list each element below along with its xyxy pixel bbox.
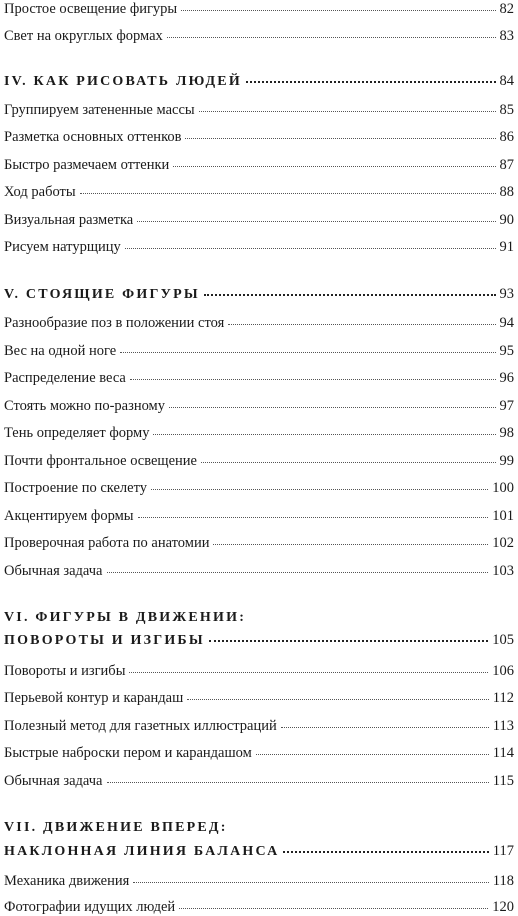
chapter-title: ПОВОРОТЫ И ИЗГИБЫ	[4, 633, 205, 648]
dot-leader	[120, 352, 495, 353]
toc-entry-label: Быстрые наброски пером и карандашом	[4, 745, 252, 761]
toc-entry-page: 101	[492, 508, 514, 524]
toc-entry	[4, 507, 514, 525]
chapter-title-line: VII. ДВИЖЕНИЕ ВПЕРЕД:	[4, 820, 228, 835]
toc-entry-label: Ход работы	[4, 184, 76, 200]
dot-leader	[281, 727, 489, 728]
toc-entry-page: 102	[492, 535, 514, 551]
dot-leader	[107, 782, 489, 783]
chapter-title: IV. КАК РИСОВАТЬ ЛЮДЕЙ	[4, 74, 242, 89]
toc-entry-page: 82	[499, 1, 514, 17]
dot-leader	[169, 407, 496, 408]
toc-entry-page: 94	[499, 315, 514, 331]
chapter-title: НАКЛОННАЯ ЛИНИЯ БАЛАНСА	[4, 844, 280, 859]
dot-leader	[151, 489, 488, 490]
toc-entry-label: Вес на одной ноге	[4, 343, 117, 359]
toc-entry-label: Перьевой контур и карандаш	[4, 690, 184, 706]
dot-leader	[181, 10, 495, 11]
chapter-page: 93	[499, 286, 514, 302]
dot-leader	[201, 462, 496, 463]
toc-entry	[4, 689, 514, 707]
toc-entry	[4, 562, 514, 580]
toc-entry-page: 120	[492, 899, 514, 915]
toc-entry-page: 103	[492, 563, 514, 579]
toc-entry-label: Обычная задача	[4, 773, 103, 789]
toc-entry-label: Группируем затененные массы	[4, 102, 195, 118]
toc-entry-page: 106	[492, 663, 514, 679]
chapter-heading	[4, 842, 514, 861]
toc-entry	[4, 452, 514, 470]
dot-leader	[153, 434, 495, 435]
toc-entry	[4, 0, 514, 18]
toc-entry-label: Построение по скелету	[4, 480, 147, 496]
toc-entry-label: Простое освещение фигуры	[4, 1, 178, 17]
dot-leader	[133, 882, 488, 883]
toc-entry	[4, 534, 514, 552]
dot-leader	[173, 166, 495, 167]
toc-entry-label: Распределение веса	[4, 370, 126, 386]
toc-entry-page: 91	[499, 239, 514, 255]
toc-entry-label: Разметка основных оттенков	[4, 129, 182, 145]
toc-entry	[4, 479, 514, 497]
toc-entry-page: 113	[492, 718, 514, 734]
toc-entry	[4, 772, 514, 790]
chapter-page: 105	[492, 632, 514, 648]
toc-entry-label: Механика движения	[4, 873, 130, 889]
toc-entry-label: Почти фронтальное освещение	[4, 453, 197, 469]
toc-entry-page: 96	[499, 370, 514, 386]
toc-entry-page: 115	[492, 773, 514, 789]
toc-entry-page: 85	[499, 102, 514, 118]
toc-entry-page: 100	[492, 480, 514, 496]
toc-entry-page: 98	[499, 425, 514, 441]
toc-entry	[4, 342, 514, 360]
toc-entry	[4, 397, 514, 415]
dot-leader	[137, 221, 495, 222]
toc-entry	[4, 238, 514, 256]
toc-entry-page: 83	[499, 28, 514, 44]
toc-entry-page: 112	[492, 690, 514, 706]
dot-leader	[213, 544, 488, 545]
dot-leader	[138, 517, 489, 518]
toc-entry-page: 95	[499, 343, 514, 359]
toc-entry	[4, 369, 514, 387]
dot-leader	[179, 908, 488, 909]
toc-entry-label: Обычная задача	[4, 563, 103, 579]
chapter-title: V. СТОЯЩИЕ ФИГУРЫ	[4, 287, 200, 302]
dot-leader	[187, 699, 489, 700]
toc-entry-page: 86	[499, 129, 514, 145]
toc-entry-label: Рисуем натурщицу	[4, 239, 121, 255]
toc-entry	[4, 128, 514, 146]
dot-leader	[283, 851, 488, 853]
toc-entry-label: Акцентируем формы	[4, 508, 134, 524]
toc-entry	[4, 898, 514, 916]
chapter-heading	[4, 631, 514, 650]
toc-entry	[4, 717, 514, 735]
chapter-heading	[4, 285, 514, 304]
toc-entry-label: Разнообразие поз в положении стоя	[4, 315, 225, 331]
toc-entry-label: Полезный метод для газетных иллюстраций	[4, 718, 277, 734]
dot-leader	[167, 37, 496, 38]
toc-entry-label: Фотографии идущих людей	[4, 899, 176, 915]
dot-leader	[228, 324, 495, 325]
chapter-title-line: VI. ФИГУРЫ В ДВИЖЕНИИ:	[4, 610, 247, 625]
dot-leader	[199, 111, 496, 112]
dot-leader	[130, 379, 496, 380]
toc-entry	[4, 183, 514, 201]
toc-entry-label: Повороты и изгибы	[4, 663, 126, 679]
dot-leader	[107, 572, 489, 573]
toc-entry-label: Тень определяет форму	[4, 425, 150, 441]
toc-entry-page: 114	[492, 745, 514, 761]
toc-entry-page: 97	[499, 398, 514, 414]
toc-entry-label: Стоять можно по-разному	[4, 398, 165, 414]
dot-leader	[204, 294, 496, 296]
toc-entry	[4, 211, 514, 229]
dot-leader	[256, 754, 489, 755]
toc-entry-page: 90	[499, 212, 514, 228]
toc-entry	[4, 314, 514, 332]
toc-entry	[4, 744, 514, 762]
dot-leader	[185, 138, 495, 139]
toc-entry	[4, 662, 514, 680]
toc-entry	[4, 101, 514, 119]
toc-entry-page: 99	[499, 453, 514, 469]
toc-entry-label: Свет на округлых формах	[4, 28, 163, 44]
chapter-heading	[4, 72, 514, 91]
toc-entry-page: 88	[499, 184, 514, 200]
toc-entry	[4, 27, 514, 45]
toc-entry-label: Проверочная работа по анатомии	[4, 535, 210, 551]
toc-entry	[4, 872, 514, 890]
toc-entry	[4, 424, 514, 442]
chapter-page: 84	[499, 73, 514, 89]
toc-entry-page: 118	[492, 873, 514, 889]
dot-leader	[129, 672, 488, 673]
toc-entry-label: Визуальная разметка	[4, 212, 134, 228]
dot-leader	[80, 193, 496, 194]
toc-entry-page: 87	[499, 157, 514, 173]
toc-entry	[4, 156, 514, 174]
toc-entry-label: Быстро размечаем оттенки	[4, 157, 170, 173]
dot-leader	[246, 81, 496, 83]
dot-leader	[125, 248, 496, 249]
chapter-page: 117	[492, 843, 514, 859]
dot-leader	[209, 640, 488, 642]
